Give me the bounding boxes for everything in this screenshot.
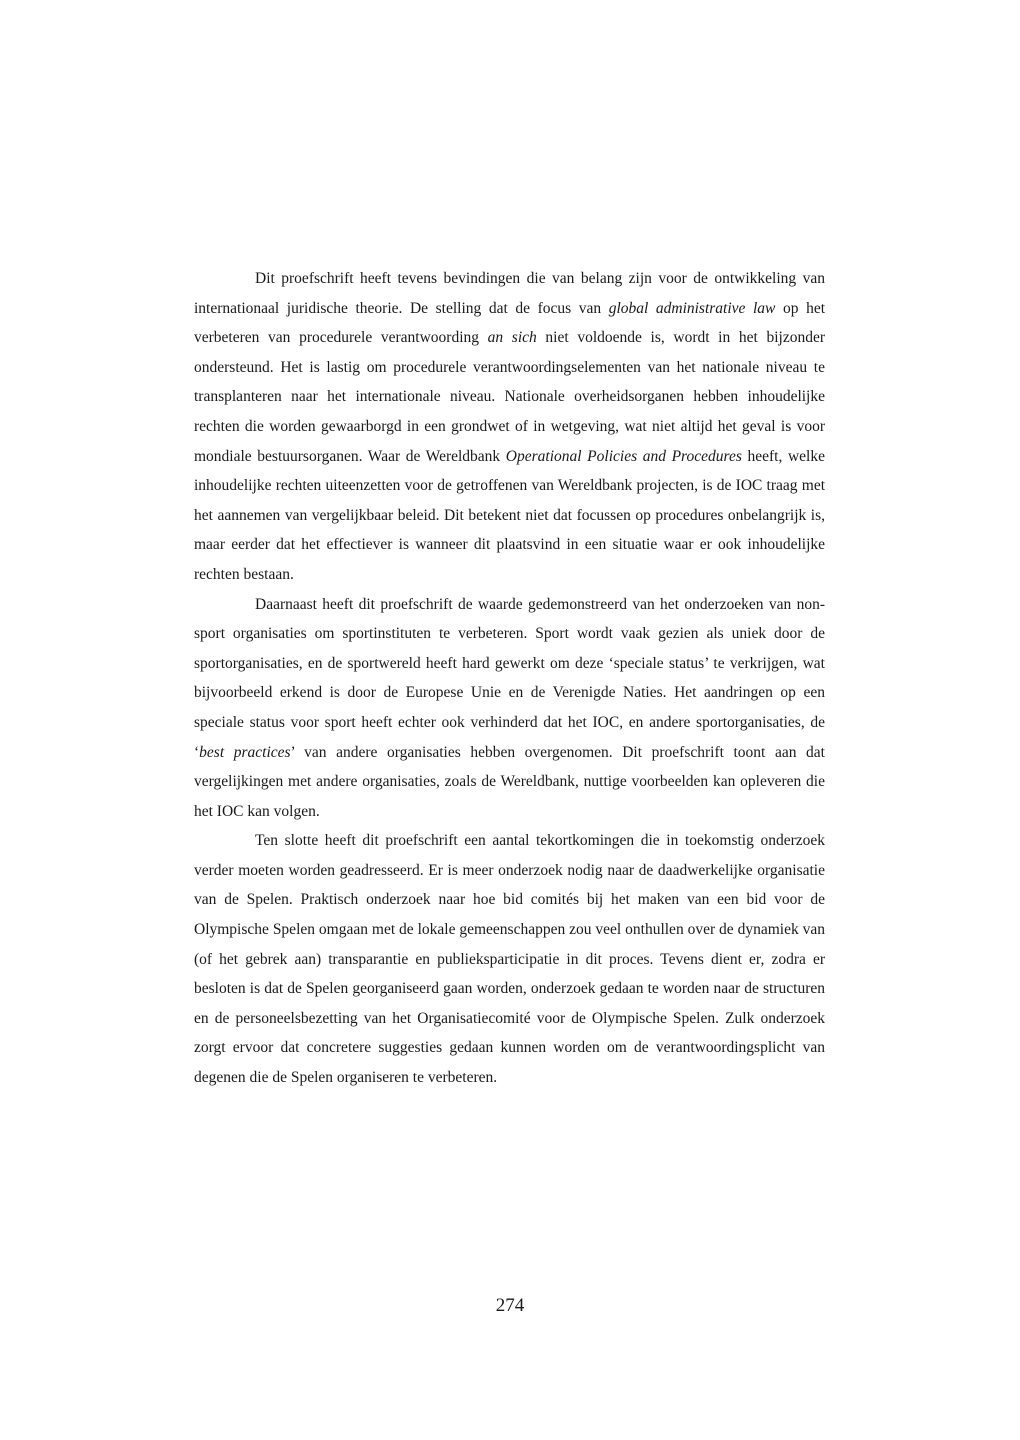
text-run: niet voldoende is, wordt in het bijzonder ondersteund. Het is lastig om procedurele verantwoordingselementen van het nationale niveau te transplanteren naar het internationale niveau. Nationale overheidsorganen hebben inhoudelijke rechten die worden gewaarborgd in een grondwet of in wetgeving, wat niet altijd het geval is voor mondiale bestuursorganen. Waar de Wereldbank bbox=[194, 329, 826, 465]
italic-term: global administrative law bbox=[608, 299, 776, 317]
text-run: heeft, welke inhoudelijke rechten uiteenzetten voor de getroffenen van Wereldbank projecten, is de IOC traag met het aannemen van vergelijkbaar beleid. Dit betekent niet dat focussen op procedures onbelangrijk is, maar eerder dat het effectiever is wanneer dit plaatsvind in een situatie waar er ook inhoudelijke rechten bestaan. bbox=[194, 447, 825, 583]
italic-term: best practices bbox=[199, 743, 291, 761]
text-run: ’ van andere organisaties hebben overgenomen. Dit proefschrift toont aan dat vergelijkingen met andere organisaties, zoals de Wereldbank, nuttige voorbeelden kan opleveren die het IOC kan volgen. bbox=[194, 743, 825, 820]
paragraph-3 bbox=[194, 826, 825, 1092]
italic-term: an sich bbox=[487, 329, 537, 347]
text-run: Ten slotte heeft dit proefschrift een aantal tekortkomingen die in toekomstig onderzoek verder moeten worden geadresseerd. Er is meer onderzoek nodig naar de daadwerkelijke organisatie van de Spelen. Praktisch onderzoek naar hoe bid comités bij het maken van een bid voor de Olympische Spelen omgaan met de lokale gemeenschappen zou veel onthullen over de dynamiek van (of het gebrek aan) transparantie en publieksparticipatie in dit proces. Tevens dient er, zodra er besloten is dat de Spelen georganiseerd gaan worden, onderzoek gedaan te worden naar de structuren en de personeelsbezetting van het Organisatiecomité voor de Olympische Spelen. Zulk onderzoek zorgt ervoor dat concretere suggesties gedaan kunnen worden om de verantwoordingsplicht van degenen die de Spelen organiseren te verbeteren. bbox=[194, 832, 825, 1087]
page-body bbox=[194, 264, 825, 1093]
text-run: Dit proefschrift heeft tevens bevindingen die van belang zijn voor de ontwikkeling van internationaal juridische theorie. De stelling dat de focus van bbox=[194, 270, 825, 317]
text-run: op het verbeteren van procedurele verantwoording bbox=[194, 299, 825, 347]
page-number: 274 bbox=[495, 1295, 525, 1316]
paragraph-2 bbox=[194, 590, 825, 827]
italic-term: Operational Policies and Procedures bbox=[505, 447, 742, 465]
text-run: Daarnaast heeft dit proefschrift de waarde gedemonstreerd van het onderzoeken van non-sport organisaties om sportinstituten te verbeteren. Sport wordt vaak gezien als uniek door de sportorganisaties, en de sportwereld heeft hard gewerkt om deze ‘speciale status’ te verkrijgen, wat bijvoorbeeld erkend is door de Europese Unie en de Verenigde Naties. Het aandringen op een speciale status voor sport heeft echter ook verhinderd dat het IOC, en andere sportorganisaties, de ‘ bbox=[194, 595, 825, 761]
paragraph-1 bbox=[194, 264, 825, 590]
